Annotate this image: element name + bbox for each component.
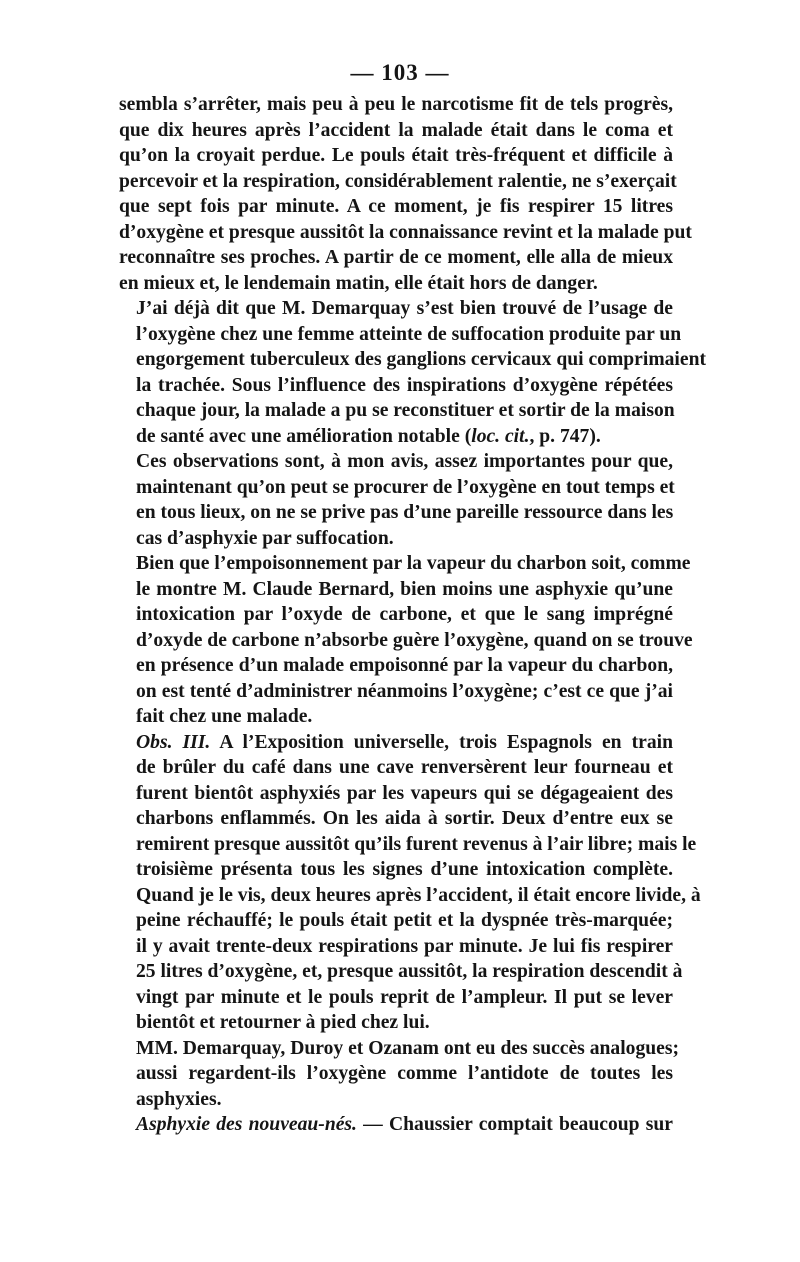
text-line: en tous lieux, on ne se prive pas d’une pareille ressource dans les [136, 502, 674, 523]
text-line: Ces observations sont, à mon avis, assez importantes pour que, [136, 451, 673, 472]
text-line: que dix heures après l’accident la malade était dans le coma et [119, 119, 673, 141]
text-line: J’ai déjà dit que M. Demarquay s’est bien trouvé de l’usage de [136, 298, 673, 319]
body-text [119, 92, 706, 1138]
text-segment: A l’Exposition universelle, trois Espagnols en train [210, 731, 673, 753]
page-number: — 103 — [350, 60, 450, 85]
text-line: engorgement tuberculeux des ganglions cervicaux qui comprimaient [136, 349, 706, 370]
text-line: vingt par minute et le pouls reprit de l’ampleur. Il put se lever [136, 986, 673, 1008]
text-line: de brûler du café dans une cave renversèrent leur fourneau et [136, 757, 673, 778]
text-line: asphyxies. [136, 1088, 222, 1110]
text-line: d’oxygène et presque aussitôt la connaissance revint et la malade put [119, 221, 692, 243]
text-line: percevoir et la respiration, considérablement ralentie, ne s’exerçait [119, 170, 677, 192]
text-line: troisième présenta tous les signes d’une intoxication complète. [136, 859, 673, 880]
text-line: bientôt et retourner à pied chez lui. [136, 1012, 430, 1033]
text-line: aussi regardent-ils l’oxygène comme l’antidote de toutes les [136, 1063, 673, 1084]
paragraph [119, 92, 692, 296]
paragraph [119, 296, 706, 449]
text-line: qu’on la croyait perdue. Le pouls était très-fréquent et difficile à [119, 145, 673, 166]
paragraph [119, 1112, 673, 1138]
text-line: reconnaître ses proches. A partir de ce moment, elle alla de mieux [119, 247, 673, 268]
text-line [119, 424, 673, 450]
text-segment: de santé avec une amélioration notable ( [136, 425, 472, 447]
text-line: Quand je le vis, deux heures après l’accident, il était encore livide, à [136, 884, 701, 906]
text-line: Bien que l’empoisonnement par la vapeur du charbon soit, comme [136, 553, 691, 574]
text-line: sembla s’arrêter, mais peu à peu le narcotisme fit de tels progrès, [119, 94, 673, 115]
paragraph [119, 730, 701, 1036]
text-line: 25 litres d’oxygène, et, presque aussitôt, la respiration descendit à [136, 961, 683, 982]
text-line: intoxication par l’oxyde de carbone, et que le sang imprégné [136, 604, 673, 625]
text-line: la trachée. Sous l’influence des inspirations d’oxygène répétées [136, 374, 673, 396]
text-line: on est tenté d’administrer néanmoins l’oxygène; c’est ce que j’ai [136, 680, 673, 702]
text-line: maintenant qu’on peut se procurer de l’oxygène en tout temps et [136, 476, 675, 498]
text-line: que sept fois par minute. A ce moment, je fis respirer 15 litres [119, 196, 673, 217]
text-line: furent bientôt asphyxiés par les vapeurs qui se dégageaient des [136, 782, 673, 804]
text-line: il y avait trente-deux respirations par minute. Je lui fis respirer [136, 935, 673, 957]
observation-label: Obs. III. [136, 731, 211, 753]
text-line: d’oxyde de carbone n’absorbe guère l’oxygène, quand on se trouve [136, 629, 693, 651]
paragraph [119, 551, 693, 730]
text-line: remirent presque aussitôt qu’ils furent revenus à l’air libre; mais le [136, 833, 697, 855]
citation-italic: loc. cit. [471, 425, 530, 447]
text-line: en mieux et, le lendemain matin, elle était hors de danger. [119, 272, 598, 294]
text-line: MM. Demarquay, Duroy et Ozanam ont eu des succès analogues; [136, 1037, 679, 1059]
text-line: fait chez une malade. [136, 706, 313, 727]
text-line [119, 1112, 673, 1138]
section-heading-italic: Asphyxie des nouveau-nés. [136, 1114, 357, 1135]
text-line: cas d’asphyxie par suffocation. [136, 527, 394, 549]
text-segment: , p. 747). [529, 425, 601, 447]
text-line: le montre M. Claude Bernard, bien moins une asphyxie qu’une [136, 578, 673, 600]
text-line: chaque jour, la malade a pu se reconstituer et sortir de la maison [136, 400, 675, 421]
text-segment: — Chaussier comptait beaucoup sur [356, 1114, 673, 1135]
text-line: l’oxygène chez une femme atteinte de suffocation produite par un [136, 323, 682, 345]
paragraph [119, 449, 673, 551]
text-line: en présence d’un malade empoisonné par la vapeur du charbon, [136, 655, 673, 676]
text-line: peine réchauffé; le pouls était petit et la dyspnée très-marquée; [136, 910, 673, 931]
text-line: charbons enflammés. On les aida à sortir. Deux d’entre eux se [136, 808, 673, 829]
text-line [119, 730, 673, 756]
paragraph [119, 1036, 679, 1113]
